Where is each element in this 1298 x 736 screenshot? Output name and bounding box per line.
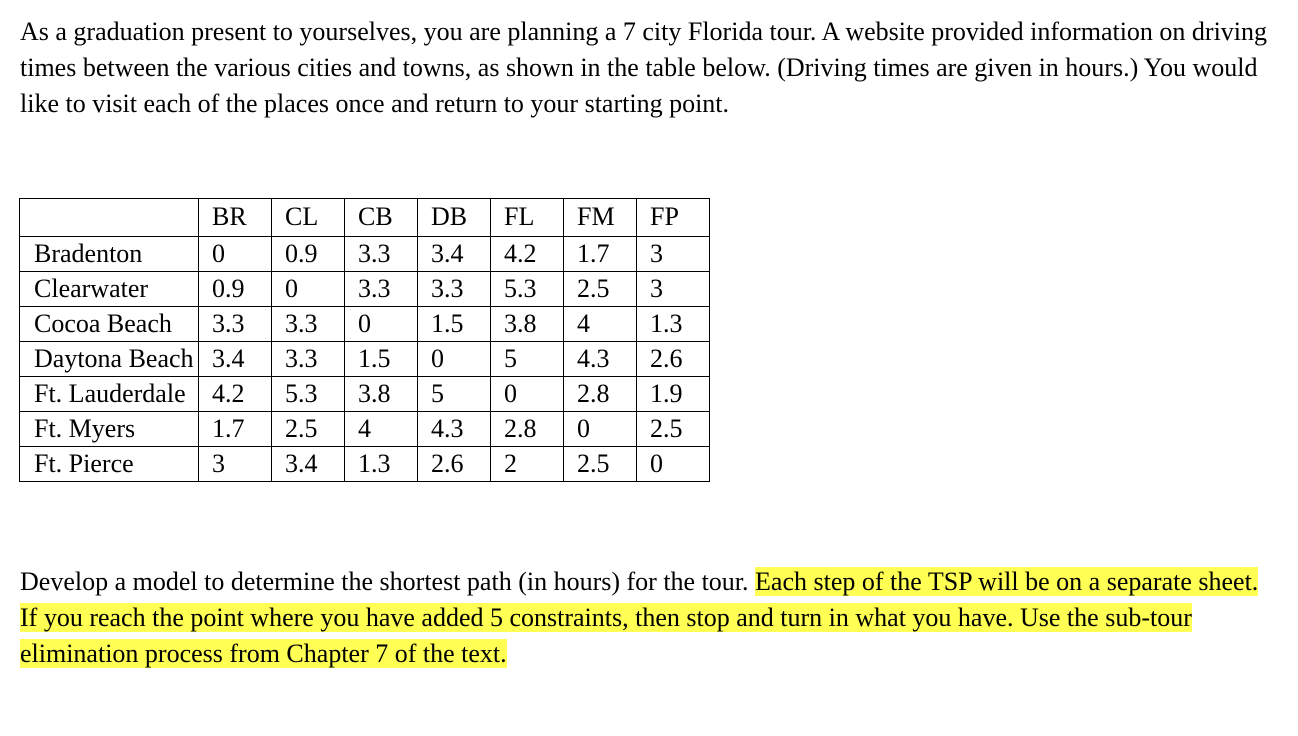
table-cell: 3.8 — [491, 307, 564, 342]
table-cell: 3.8 — [345, 377, 418, 412]
table-cell: 5 — [491, 342, 564, 377]
table-cell: 3 — [199, 447, 272, 482]
task-instructions-paragraph — [20, 564, 1282, 672]
table-cell: 4.3 — [564, 342, 637, 377]
table-cell: 2.8 — [491, 412, 564, 447]
table-row — [20, 307, 710, 342]
table-corner-cell — [20, 199, 199, 237]
row-label: Cocoa Beach — [20, 307, 199, 342]
table-cell: 4.2 — [199, 377, 272, 412]
table-cell: 0 — [199, 237, 272, 272]
table-row — [20, 237, 710, 272]
table-cell: 3.4 — [199, 342, 272, 377]
table-cell: 1.3 — [345, 447, 418, 482]
table-cell: 4 — [345, 412, 418, 447]
row-label: Clearwater — [20, 272, 199, 307]
table-cell: 0 — [272, 272, 345, 307]
table-cell: 4.2 — [491, 237, 564, 272]
table-cell: 2.5 — [272, 412, 345, 447]
row-label: Bradenton — [20, 237, 199, 272]
table-cell: 1.5 — [418, 307, 491, 342]
table-row — [20, 447, 710, 482]
table-cell: 0 — [564, 412, 637, 447]
row-label: Ft. Myers — [20, 412, 199, 447]
driving-times-table-body — [20, 199, 710, 482]
table-cell: 4 — [564, 307, 637, 342]
table-row — [20, 272, 710, 307]
highlighted-instructions: Each step of the TSP will be on a separate sheet. If you reach the point where you have added 5 constraints, then stop and turn in what you have. Use the sub-tour elimination process from Chapter 7 of the text. — [20, 567, 1259, 668]
table-cell: 2.8 — [564, 377, 637, 412]
table-cell: 0 — [637, 447, 710, 482]
driving-times-table — [19, 198, 710, 482]
table-cell: 3.4 — [272, 447, 345, 482]
table-cell: 3.3 — [345, 272, 418, 307]
table-cell: 3.3 — [199, 307, 272, 342]
table-cell: 3 — [637, 272, 710, 307]
task-instructions-text: Develop a model to determine the shortest path (in hours) for the tour. — [20, 567, 756, 596]
column-header: CB — [345, 199, 418, 237]
table-cell: 0 — [345, 307, 418, 342]
table-cell: 3.3 — [345, 237, 418, 272]
row-label: Ft. Pierce — [20, 447, 199, 482]
table-cell: 0.9 — [199, 272, 272, 307]
table-row — [20, 377, 710, 412]
table-cell: 1.7 — [564, 237, 637, 272]
table-cell: 0 — [418, 342, 491, 377]
table-cell: 1.3 — [637, 307, 710, 342]
table-cell: 3.3 — [418, 272, 491, 307]
column-header: BR — [199, 199, 272, 237]
table-cell: 5.3 — [272, 377, 345, 412]
table-cell: 2.5 — [564, 272, 637, 307]
table-cell: 2.5 — [637, 412, 710, 447]
table-cell: 0 — [491, 377, 564, 412]
table-cell: 1.7 — [199, 412, 272, 447]
table-cell: 5.3 — [491, 272, 564, 307]
table-cell: 2.6 — [418, 447, 491, 482]
column-header: FL — [491, 199, 564, 237]
table-cell: 3 — [637, 237, 710, 272]
table-cell: 0.9 — [272, 237, 345, 272]
problem-intro-paragraph: As a graduation present to yourselves, you are planning a 7 city Florida tour. A website provided information on driving times between the various cities and towns, as shown in the table below. (Driving times are given in hours.) You would like to visit each of the places once and return to your starting point. — [20, 17, 1268, 118]
table-cell: 3.3 — [272, 342, 345, 377]
row-label: Daytona Beach — [20, 342, 199, 377]
table-cell: 4.3 — [418, 412, 491, 447]
column-header: FM — [564, 199, 637, 237]
table-cell: 2 — [491, 447, 564, 482]
driving-times-table-container — [19, 198, 710, 482]
column-header: FP — [637, 199, 710, 237]
column-header: DB — [418, 199, 491, 237]
row-label: Ft. Lauderdale — [20, 377, 199, 412]
table-row — [20, 342, 710, 377]
table-cell: 2.5 — [564, 447, 637, 482]
table-cell: 3.3 — [272, 307, 345, 342]
table-cell: 1.5 — [345, 342, 418, 377]
table-cell: 3.4 — [418, 237, 491, 272]
table-cell: 5 — [418, 377, 491, 412]
table-header-row — [20, 199, 710, 237]
table-row — [20, 412, 710, 447]
column-header: CL — [272, 199, 345, 237]
table-cell: 1.9 — [637, 377, 710, 412]
table-cell: 2.6 — [637, 342, 710, 377]
